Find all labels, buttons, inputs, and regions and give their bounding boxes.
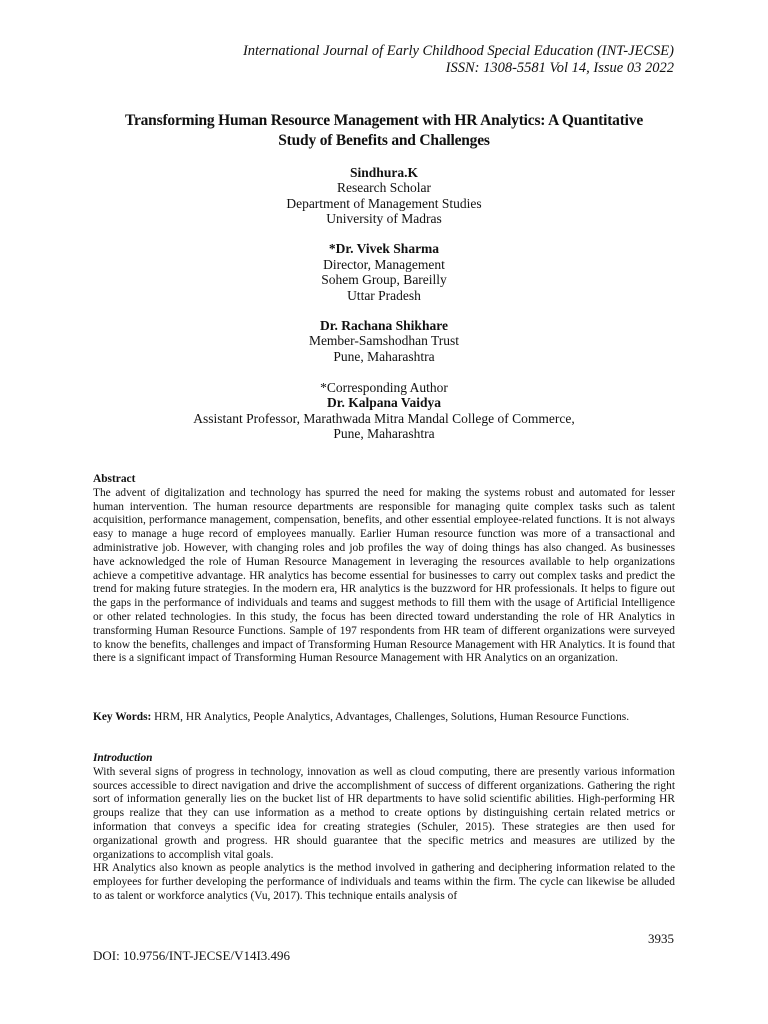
author-2-name: *Dr. Vivek Sharma (328, 241, 440, 256)
introduction-paragraph-2: HR Analytics also known as people analytics is the method involved in gathering and deciphering information related to the employees for further developing the performance of individuals and teams within the firm. The cycle can likewise be alluded to as talent or workforce analytics (Vu, 2017). This technique entails analysis of (93, 862, 675, 902)
author-2-affiliation-line-3: Uttar Pradesh (347, 288, 421, 303)
journal-issn-volume: ISSN: 1308-5581 Vol 14, Issue 03 2022 (445, 60, 674, 76)
author-4-name: Dr. Kalpana Vaidya (327, 395, 441, 410)
author-3-affiliation-line-2: Pune, Maharashtra (333, 349, 435, 364)
abstract-section (93, 473, 675, 666)
introduction-paragraph-1: With several signs of progress in technology, innovation as well as cloud computing, there are presently various information sources accessible to direct navigation and drive the accomplishment of success of different organizations. Gathering the right sort of information generally lies on the bucket list of HR departments to have solid scientific abilities. High-performing HR groups realize that they can use information as a method to create options by distinguishing certain related metrics or information that conveys a specific idea for creating strategies (Schuler, 2015). These strategies are then used for organizational growth and progress. HR should guarantee that the specific metrics and measures are utilized by the organizations to accomplish vital goals. (93, 765, 675, 861)
page-number: 3935 (648, 931, 674, 946)
keywords-text: HRM, HR Analytics, People Analytics, Advantages, Challenges, Solutions, Human Resource Functions. (151, 711, 630, 723)
keywords-section (93, 711, 675, 725)
author-2-affiliation-line-1: Director, Management (323, 257, 445, 272)
corresponding-author-note: *Corresponding Author (320, 380, 448, 395)
author-3-affiliation-line-1: Member-Samshodhan Trust (308, 333, 460, 348)
doi: DOI: 10.9756/INT-JECSE/V14I3.496 (93, 948, 291, 963)
introduction-section (93, 752, 675, 904)
abstract-text: The advent of digitalization and technology has spurred the need for making the systems robust and automated for lesser human intervention. The human resource departments are responsible for managing quite complex tasks such as talent acquisition, performance management, compensation, benefits, and other essential employee-related functions. It is not always easy to manage a huge record of employees manually. Earlier Human resource function was more of a transactional and administrative job. However, with changing roles and job profiles the way of doing things has also changed. As businesses have acknowledged the role of Human Resource Management in leveraging the resources available to help organizations achieve a competitive advantage. HR analytics has become essential for businesses to carry out complex tasks and predict the trend for making future strategies. In the modern era, HR analytics is the buzzword for HR professionals. It helps to figure out the gaps in the performance of individuals and teams and suggest methods to fill them with the usage of Artificial Intelligence or other related technologies. In this study, the focus has been directed toward understanding the role of HR Analytics in transforming Human Resource Functions. Sample of 197 respondents from HR team of different organizations were surveyed to know the benefits, challenges and impact of Transforming Human Resource Management with HR Analytics. It is found that there is a significant impact of Transforming Human Resource Management with HR Analytics on an organization. (93, 486, 675, 665)
author-1-affiliation-line-2: Department of Management Studies (286, 196, 482, 211)
author-4-affiliation-line-1: Assistant Professor, Marathwada Mitra Mandal College of Commerce, (193, 411, 575, 426)
paper-title-line-1: Transforming Human Resource Management with HR Analytics: A Quantitative (124, 112, 644, 129)
paper-title-line-2: Study of Benefits and Challenges (278, 132, 490, 149)
author-1-name: Sindhura.K (350, 165, 418, 180)
author-1-affiliation-line-1: Research Scholar (336, 180, 432, 195)
author-4-affiliation-line-2: Pune, Maharashtra (333, 426, 435, 441)
introduction-heading: Introduction (93, 752, 153, 764)
abstract-heading: Abstract (93, 473, 136, 485)
keywords-label: Key Words: (93, 711, 152, 723)
author-3-name: Dr. Rachana Shikhare (320, 318, 448, 333)
author-1-affiliation-line-3: University of Madras (326, 211, 442, 226)
paper-title (60, 111, 708, 151)
journal-name: International Journal of Early Childhood Special Education (INT-JECSE) (242, 43, 674, 59)
author-2-affiliation-line-2: Sohem Group, Bareilly (321, 272, 447, 287)
